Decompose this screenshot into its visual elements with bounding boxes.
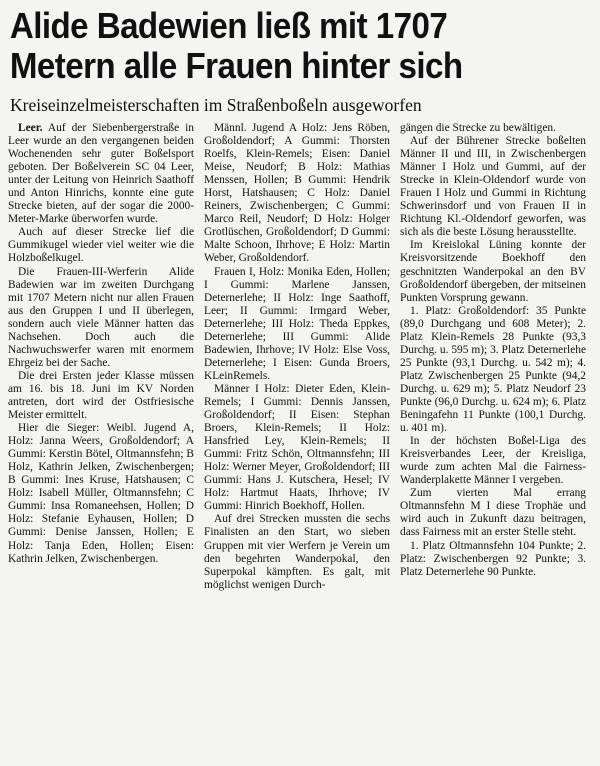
dateline: Leer. [18, 122, 43, 134]
article-body [8, 122, 592, 592]
paragraph: Männer I Holz: Dieter Eden, Klein-Remels; I Gummi: Dennis Janssen, Großoldendorf; II Eisen: Stephan Broers, Klein-Remels; II Holz: Hansfried Ley, Klein-Remels; II Gummi: Fritz Schön, Oltmannsfehn; III Holz: Werner Meyer, Großoldendorf; III Gummi: Hans J. Kutschera, Hesel; IV Holz: Hartmut Haats, Ihrhove; IV Gummi: Hinrich Boekhoff, Hollen. [204, 382, 390, 513]
paragraph: Im Kreislokal Lüning konnte der Kreisvorsitzende Boekhoff den geschnitzten Wanderpokal an den BV Großoldendorf übergeben, der mitseinen Punkten Vorsprung gewann. [400, 239, 586, 304]
paragraph: Auch auf dieser Strecke lief die Gummikugel wieder viel weiter wie die Holzboßelkugel. [8, 226, 194, 265]
paragraph: 1. Platz Oltmannsfehn 104 Punkte; 2. Platz: Zwischenbergen 92 Punkte; 3. Platz Deternerlehe 90 Punkte. [400, 539, 586, 578]
column-1 [8, 122, 194, 592]
headline [8, 6, 545, 86]
column-3 [400, 122, 586, 592]
paragraph: Hier die Sieger: Weibl. Jugend A, Holz: Janna Weers, Großoldendorf; A Gummi: Kerstin Bötel, Oltmannsfehn; B Holz, Kathrin Jelken, Zwischenbergen; B Gummi: Ines Kruse, Hatshausen; C Holz: Isabell Müller, Oltmannsfehn; C Gummi: Insa Romaneehsen, Hollen; D Holz: Stefanie Eyhausen, Hollen; D Gummi: Denise Janssen, Hollen; E Holz: Tanja Eden, Hollen; Eisen: Kathrin Jelken, Zwischenbergen. [8, 422, 194, 565]
paragraph: In der höchsten Boßel-Liga des Kreisverbandes Leer, der Kreisliga, wurde zum achten Mal die Fairness-Wanderplakette Männer I vergeben. [400, 435, 586, 487]
paragraph: Die Frauen-III-Werferin Alide Badewien war im zweiten Durchgang mit 1707 Metern nicht nur allen Frauen aus den Gruppen I und II überlegen, sondern auch viele Männer hatten das Nachsehen. Doch auch die Nachwuchswerfer waren mit enormem Ehrgeiz bei der Sache. [8, 265, 194, 369]
paragraph: 1. Platz: Großoldendorf: 35 Punkte (89,0 Durchgang und 608 Meter); 2. Platz Klein-Remels 28 Punkte (93,3 Durchg. u. 595 m); 3. Platz Deternerlehe 25 Punkte (93,1 Durchg. u. 542 m); 4. Platz Zwischenbergen 25 Punkte (94,2 Durchg. u. 629 m); 5. Platz Neudorf 23 Punkte (96,0 Durchg. u. 624 m); 6. Platz Beningafehn 11 Punkte (100,1 Durchg. u. 401 m). [400, 304, 586, 435]
paragraph: Frauen I, Holz: Monika Eden, Hollen; I Gummi: Marlene Janssen, Deternerlehe; II Holz: Inge Saathoff, Leer; II Gummi: Irmgard Weber, Deternerlehe; III Holz: Theda Eppkes, Deternerlehe; III Gummi: Alide Badewien, Ihrhove; IV Holz: Else Voss, Deternerlehe; I Eisen: Gunda Broers, KLeinRemels. [204, 265, 390, 382]
headline-line-2: Metern alle Frauen hinter sich [9, 45, 463, 86]
subheadline: Kreiseinzelmeisterschaften im Straßenboßeln ausgeworfen [10, 95, 422, 115]
headline-line-1: Alide Badewien ließ mit 1707 [9, 5, 448, 46]
paragraph: Männl. Jugend A Holz: Jens Röben, Großoldendorf; A Gummi: Thorsten Roelfs, Klein-Remels; Eisen: Daniel Meise, Neudorf; B Holz: Mathias Menssen, Hollen; B Gummi: Hendrik Horst, Hatshausen; C Holz: Daniel Reiners, Zwischenbergen; C Gummi: Marco Reil, Neudorf; D Holz: Holger Grotlüschen, Großoldendorf; D Gummi: Malte Schoon, Ihrhove; E Holz: Martin Weber, Großoldendorf. [204, 122, 390, 265]
paragraph: Zum vierten Mal errang Oltmannsfehn M I diese Trophäe und wird auch in Zukunft dazu beitragen, dass Fairness mit an erster Stelle steht. [400, 487, 586, 539]
column-2 [204, 122, 390, 592]
paragraph: gängen die Strecke zu bewältigen. [400, 122, 556, 134]
paragraph: Die drei Ersten jeder Klasse müssen am 16. bis 18. Juni im KV Norden antreten, dort wird der Ostfriesische Meister ermittelt. [8, 369, 194, 422]
paragraph: Leer. Auf der Siebenbergerstraße in Leer wurde an den vergangenen beiden Wochenenden sehr guter Boßelsport geboten. Der Boßelverein SC 04 Leer, unter der Leitung von Heinrich Saathoff und Anton Hinrichs, konnte eine gute Strecke bieten, auf der sogar die 2000-Meter-Marke überworfen wurde. [8, 122, 195, 226]
paragraph: Auf drei Strecken mussten die sechs Finalisten an den Start, wo sieben Gruppen mit vier Werfern je Verein um den begehrten Wanderpokal, den Superpokal kämpften. Es galt, mit möglichst wenigen Durch- [204, 513, 390, 591]
paragraph: Auf der Bührener Strecke boßelten Männer II und III, in Zwischenbergen Männer I Holz und Gummi, auf der Strecke in Klein-Oldendorf wurde von Frauen I Holz und Gummi in Richtung Schwerinsdorf und von Frauen II in Richtung Kl.-Oldendorf geworfen, was sich als die beste Lösung herausstellte. [400, 135, 586, 239]
